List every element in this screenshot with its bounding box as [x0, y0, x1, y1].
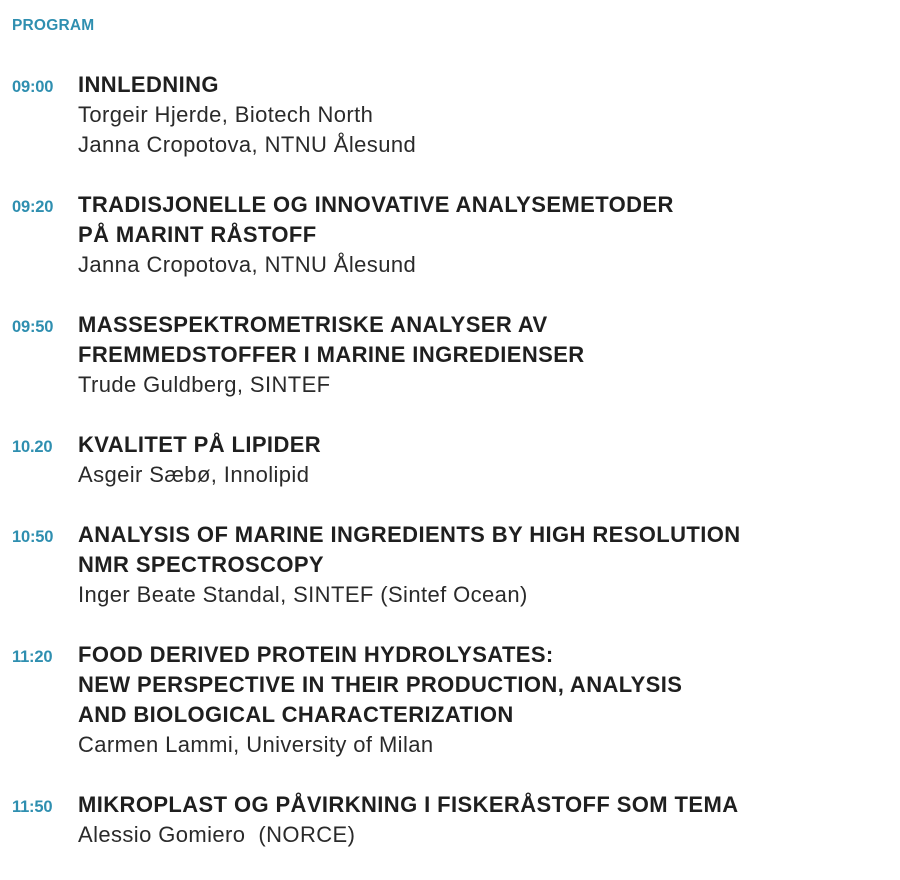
session-speaker: Inger Beate Standal, SINTEF (Sintef Ocean): [78, 582, 528, 607]
program-item: [12, 430, 882, 490]
session-title-line: NMR SPECTROSCOPY: [78, 552, 324, 577]
session-content: [78, 430, 882, 490]
program-item: [12, 310, 882, 400]
session-title-line: AND BIOLOGICAL CHARACTERIZATION: [78, 702, 514, 727]
session-speaker: Janna Cropotova, NTNU Ålesund: [78, 132, 417, 157]
session-time: 10.20: [12, 438, 53, 456]
session-time: 09:20: [12, 198, 54, 216]
session-time: 09:50: [12, 318, 54, 336]
session-time: 10:50: [12, 528, 54, 546]
session-content: [78, 640, 882, 760]
session-title: [78, 310, 882, 370]
session-content: [78, 190, 882, 280]
session-title: [78, 430, 882, 460]
session-title-line: NEW PERSPECTIVE IN THEIR PRODUCTION, ANALYSIS: [78, 672, 683, 697]
program-item: [12, 190, 882, 280]
session-speaker: Torgeir Hjerde, Biotech North: [78, 102, 374, 127]
program-list: [12, 70, 882, 880]
program-item: [12, 70, 882, 160]
session-title: [78, 790, 882, 820]
session-title: [78, 190, 882, 250]
session-title-line: KVALITET PÅ LIPIDER: [78, 432, 322, 457]
session-title-line: FOOD DERIVED PROTEIN HYDROLYSATES:: [78, 642, 554, 667]
session-speaker: Trude Guldberg, SINTEF: [78, 372, 331, 397]
program-item: [12, 640, 882, 760]
session-title-line: ANALYSIS OF MARINE INGREDIENTS BY HIGH RESOLUTION: [78, 522, 741, 547]
session-title-line: PÅ MARINT RÅSTOFF: [78, 222, 317, 247]
session-title: [78, 640, 882, 730]
session-time: 11:20: [12, 648, 53, 666]
session-speaker: Carmen Lammi, University of Milan: [78, 732, 434, 757]
session-title-line: MIKROPLAST OG PÅVIRKNING I FISKERÅSTOFF SOM TEMA: [78, 792, 739, 817]
session-speaker: Asgeir Sæbø, Innolipid: [78, 462, 310, 487]
session-title-line: FREMMEDSTOFFER I MARINE INGREDIENSER: [78, 342, 585, 367]
session-title-line: INNLEDNING: [78, 72, 219, 97]
session-title-line: MASSESPEKTROMETRISKE ANALYSER AV: [78, 312, 548, 337]
session-title: [78, 70, 882, 100]
session-content: [78, 70, 882, 160]
session-speaker: Alessio Gomiero (NORCE): [78, 822, 356, 847]
program-item: [12, 790, 882, 850]
program-heading: PROGRAM: [12, 17, 95, 34]
session-content: [78, 520, 882, 610]
program-item: [12, 520, 882, 610]
session-title: [78, 520, 882, 580]
session-content: [78, 310, 882, 400]
session-content: [78, 790, 882, 850]
session-time: 11:50: [12, 798, 53, 816]
session-title-line: TRADISJONELLE OG INNOVATIVE ANALYSEMETODER: [78, 192, 674, 217]
session-time: 09:00: [12, 78, 54, 96]
session-speaker: Janna Cropotova, NTNU Ålesund: [78, 252, 417, 277]
